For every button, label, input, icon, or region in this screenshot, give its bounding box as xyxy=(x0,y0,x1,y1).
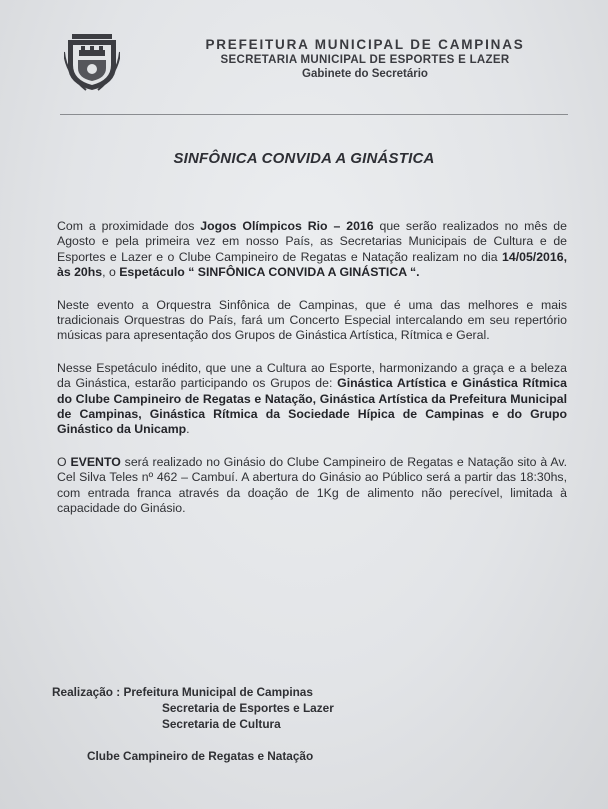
show-name: Espetáculo “ SINFÔNICA CONVIDA A GINÁSTICA “. xyxy=(119,265,420,280)
paragraph-venue xyxy=(57,455,567,517)
credit-line: Secretaria de Cultura xyxy=(162,717,281,731)
credits xyxy=(52,684,334,732)
paragraph-intro xyxy=(57,219,567,281)
document-body xyxy=(57,219,567,534)
text-span: Com a proximidade dos xyxy=(57,219,201,233)
paragraph-orchestra: Neste evento a Orquestra Sinfônica de Campinas, que é uma das melhores e mais tradicionais Orquestras do País, fará um Concerto Especial intercalando em seu repertório músicas para apresentação dos Grupos de Ginástica Artística, Rítmica e Geral. xyxy=(57,297,567,343)
city-hall-name: PREFEITURA MUNICIPAL DE CAMPINAS xyxy=(205,37,525,52)
olympics-name: Jogos Olímpicos Rio – 2016 xyxy=(200,219,374,233)
club-credit: Clube Campineiro de Regatas e Natação xyxy=(87,749,314,763)
document-title: SINFÔNICA CONVIDA A GINÁSTICA xyxy=(173,150,435,167)
event-label: EVENTO xyxy=(70,454,121,469)
letterhead xyxy=(140,36,590,82)
text-span: será realizado no Ginásio do Clube Campineiro de Regatas e Natação sito à Av. Cel Silva Teles nº 462 – Cambuí. A abertura do Ginásio ao Público será a partir das 18:30hs, com entrada franca através da doação de 1Kg de alimento não perecível, limitada à capacidade do Ginásio. xyxy=(57,454,568,516)
text-span: , o xyxy=(102,265,120,280)
header-divider xyxy=(60,114,568,115)
text-span: . xyxy=(186,422,190,437)
text-span: que serão realizados no mês de Agosto e pela primeira vez em nosso País, as Secretarias Municipais de Cultura e de Esportes e Lazer e o Clube Campineiro de Regatas e Natação realizam no dia xyxy=(57,219,567,264)
campinas-coat-of-arms-icon xyxy=(64,32,120,92)
office-name: Gabinete do Secretário xyxy=(302,68,428,80)
event-date: 14/05/2016, às 20hs xyxy=(57,249,567,280)
secretariat-name: SECRETARIA MUNICIPAL DE ESPORTES E LAZER xyxy=(220,54,510,66)
group-list: Ginástica Artística e Ginástica Rítmica do Clube Campineiro de Regatas e Natação, Ginástica Artística da Prefeitura Municipal de Campinas, Ginástica Rítmica da Sociedade Hípica de Campinas e do Grupo Ginástico da Unicamp xyxy=(57,376,567,437)
text-span: O xyxy=(57,454,71,469)
text-span: Nesse Espetáculo inédito, que une a Cultura ao Esporte, harmonizando a graça e a beleza da Ginástica, estarão participando os Grupos de: xyxy=(57,360,567,391)
paragraph-groups xyxy=(57,361,567,438)
credit-line: Secretaria de Esportes e Lazer xyxy=(162,701,334,715)
credit-line: Realização : Prefeitura Municipal de Campinas xyxy=(52,685,313,699)
